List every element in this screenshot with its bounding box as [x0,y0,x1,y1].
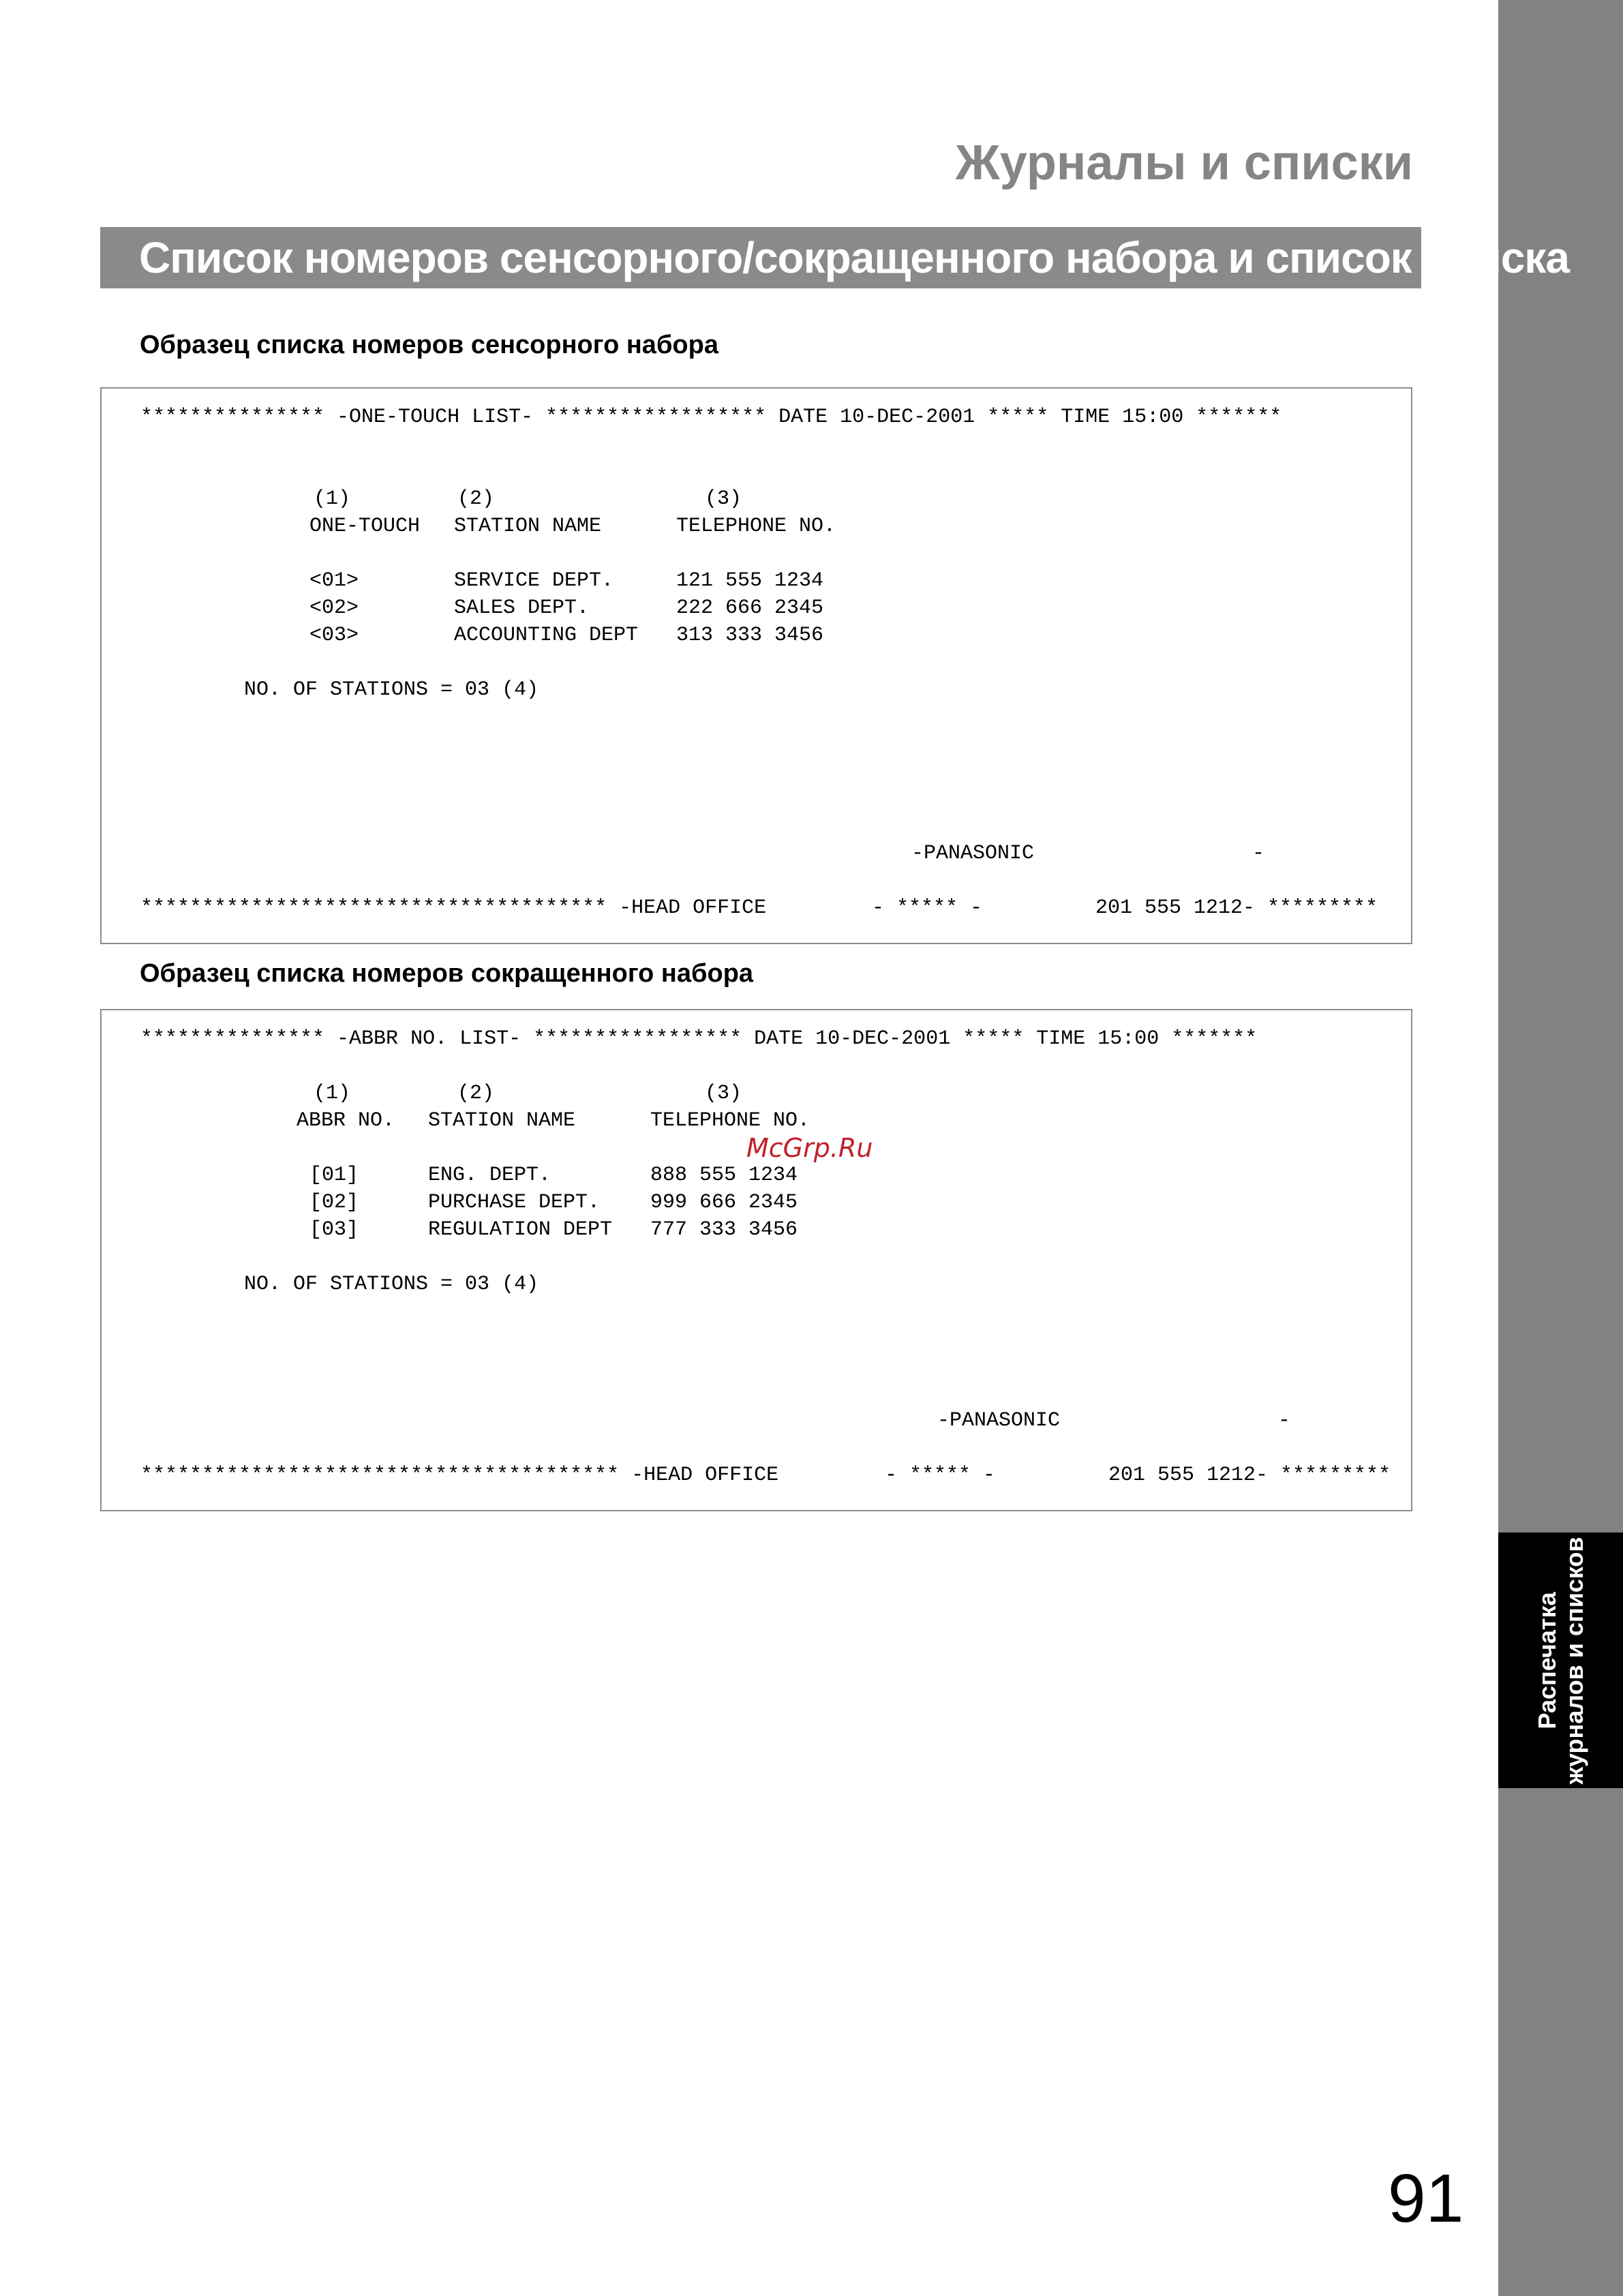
row-name: ACCOUNTING DEPT [454,624,639,647]
row-code: <01> [309,569,359,592]
brand-label: -PANASONIC [937,1409,1061,1432]
row-tel: 313 333 3456 [676,624,824,647]
title-banner [100,227,1569,288]
col-header-name: STATION NAME [454,515,602,538]
station-count: NO. OF STATIONS = 03 (4) [244,678,539,701]
row-code: [03] [309,1218,359,1241]
report-footer-left: *************************************** -HEAD OFFICE [140,1464,779,1487]
brand-dash: - [1278,1409,1291,1432]
brand-label: -PANASONIC [911,842,1035,865]
row-name: SALES DEPT. [454,596,590,620]
banner-title: Список номеров сенсорного/сокращенного набора и список поиска [139,233,1569,282]
col-num-3: (3) [705,487,742,511]
row-code: <03> [309,624,359,647]
one-touch-heading: Образец списка номеров сенсорного набора [140,331,718,359]
chapter-tab-label [1534,1537,1588,1784]
row-tel: 999 666 2345 [650,1191,798,1214]
chapter-tab-line1: Распечатка [1532,1591,1561,1729]
col-header-code: ONE-TOUCH [309,515,421,538]
chapter-tab-line2: журналов и списков [1560,1536,1588,1785]
col-num-3: (3) [705,1082,742,1105]
row-name: PURCHASE DEPT. [428,1191,601,1214]
row-name: ENG. DEPT. [428,1164,551,1187]
report-footer-mid: - ***** - [885,1464,996,1487]
report-footer-right: 201 555 1212- ********* [1095,896,1378,920]
col-num-1: (1) [314,1082,351,1105]
page-number: 91 [1388,2160,1464,2237]
col-header-tel: TELEPHONE NO. [650,1109,810,1132]
abbr-report [100,1009,1412,1511]
watermark: McGrp.Ru [746,1133,873,1163]
report-footer-mid: - ***** - [872,896,983,920]
row-code: [02] [309,1191,359,1214]
report-header-line: *************** -ONE-TOUCH LIST- ****************** DATE 10-DEC-2001 ***** TIME 15:00 ******* [140,406,1282,429]
row-name: SERVICE DEPT. [454,569,614,592]
report-header-line: *************** -ABBR NO. LIST- ***************** DATE 10-DEC-2001 ***** TIME 15:00 ******* [140,1027,1258,1051]
row-code: <02> [309,596,359,620]
row-tel: 121 555 1234 [676,569,824,592]
section-title: Журналы и списки [955,136,1413,190]
row-code: [01] [309,1164,359,1187]
report-footer-left: ************************************** -HEAD OFFICE [140,896,767,920]
station-count: NO. OF STATIONS = 03 (4) [244,1273,539,1296]
row-tel: 777 333 3456 [650,1218,798,1241]
row-tel: 222 666 2345 [676,596,824,620]
brand-dash: - [1252,842,1265,865]
row-name: REGULATION DEPT [428,1218,613,1241]
report-footer-right: 201 555 1212- ********* [1108,1464,1391,1487]
col-num-2: (2) [457,487,495,511]
col-num-2: (2) [457,1082,495,1105]
col-header-tel: TELEPHONE NO. [676,515,836,538]
row-tel: 888 555 1234 [650,1164,798,1187]
col-header-name: STATION NAME [428,1109,576,1132]
one-touch-report [100,387,1412,944]
abbr-heading: Образец списка номеров сокращенного набора [140,959,754,988]
col-header-code: ABBR NO. [297,1109,395,1132]
chapter-tab [1498,1532,1623,1788]
col-num-1: (1) [314,487,351,511]
sidebar [1498,0,1623,2296]
